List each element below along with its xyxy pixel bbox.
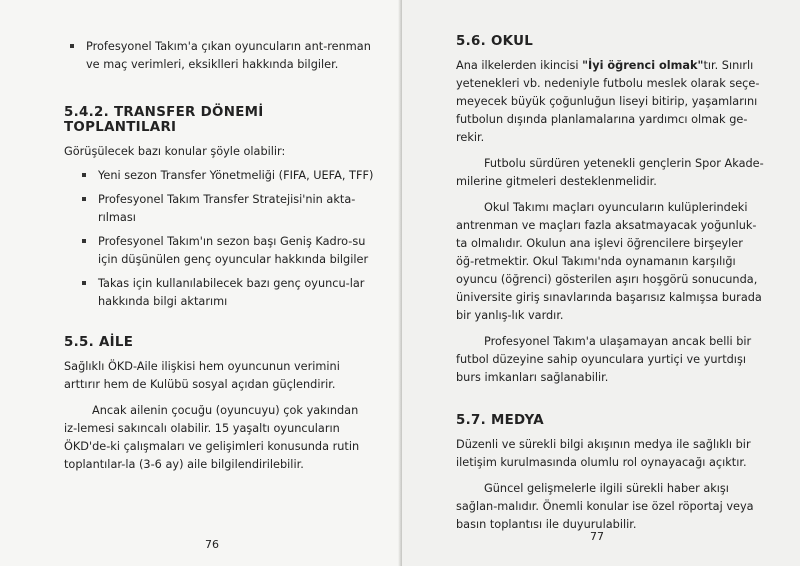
section-heading-5-4-2: 5.4.2. TRANSFER DÖNEMİ TOPLANTILARI: [64, 105, 264, 135]
paragraph-text: Ana ilkelerden ikincisi: [456, 59, 583, 72]
list-item: [76, 275, 374, 311]
list-item-text: Profesyonel Takım Transfer Stratejisi'nin akta-rılması: [98, 193, 356, 224]
paragraph: Ancak ailenin çocuğu (oyuncuyu) çok yakından iz-lemesi sakıncalı olabilir. 15 yaşaltı oyuncuların ÖKD'de-ki çalışmaları ve gelişimleri konusunda rutin toplantılar-la (3-6 ay) aile bilgilendirilebilir.: [64, 404, 360, 471]
section-heading-5-7: 5.7. MEDYA: [456, 413, 544, 428]
list-item-text: Yeni sezon Transfer Yönetmeliği (FIFA, UEFA, TFF): [98, 169, 374, 182]
page-number: 76: [205, 538, 219, 551]
paragraph: Profesyonel Takım'a ulaşamayan ancak belli bir futbol düzeyine sahip oyunculara yurtiçi ve yurtdışı burs imkanları sağlanabilir.: [456, 335, 752, 384]
paragraph: Güncel gelişmelerle ilgili sürekli haber akışı sağlan-malıdır. Önemli konular ise özel röportaj veya basın toplantısı ile duyurulabilir.: [456, 482, 754, 531]
paragraph-text: tır. Sınırlı yetenekleri vb. nedeniyle futbolu meslek olarak seçe-meyecek büyük çoğunluğun liseyi bitirip, yaşamlarını futbolun dışında planlamalarına yardımcı olmak ge-rekir.: [456, 59, 760, 144]
paragraph: Futbolu sürdüren yetenekli gençlerin Spor Akade-milerine gitmeleri desteklenmelidir.: [456, 157, 764, 188]
bullet-icon: [70, 44, 74, 48]
bullet-item: [64, 38, 374, 74]
bullet-icon: [82, 281, 86, 285]
list-item: [76, 233, 374, 269]
list-item-text: Takas için kullanılabilecek bazı genç oyuncu-lar hakkında bilgi aktarımı: [98, 277, 365, 308]
bullet-text: Profesyonel Takım'a çıkan oyuncuların ant-renman ve maç verimleri, eksiklleri hakkında bilgiler.: [86, 40, 371, 71]
page-number: 77: [590, 530, 604, 543]
right-page: [402, 0, 800, 566]
intro-text: Görüşülecek bazı konular şöyle olabilir:: [64, 145, 286, 158]
list-item-text: Profesyonel Takım'ın sezon başı Geniş Kadro-su için düşünülen genç oyuncular hakkında bilgiler: [98, 235, 369, 266]
bullet-icon: [82, 239, 86, 243]
paragraph: Okul Takımı maçları oyuncuların kulüplerindeki antrenman ve maçları fazla aksatmayacak yoğunluk-ta olmalıdır. Okulun ana işlevi öğrencilere birşeyler öğ-retmektir. Okul Takımı'nda oynamanın karşılığı oyuncu (öğrenci) gösterilen aşırı hoşgörü sonucunda, üniversite giriş sınavlarında başarısız kalmışsa burada bir yanlış-lık vardır.: [456, 201, 762, 322]
bullet-icon: [82, 173, 86, 177]
transfer-topics-list: [64, 167, 374, 311]
list-item: [76, 191, 374, 227]
list-item: [76, 167, 374, 185]
emphasis-text: "İyi öğrenci olmak": [582, 59, 704, 72]
bullet-icon: [82, 197, 86, 201]
paragraph: [456, 57, 764, 147]
paragraph: Sağlıklı ÖKD-Aile ilişkisi hem oyuncunun verimini arttırır hem de Kulübü sosyal açıdan güçlendirir.: [64, 360, 340, 391]
paragraph: Düzenli ve sürekli bilgi akışının medya ile sağlıklı bir iletişim kurulmasında olumlu rol oynayacağı açıktır.: [456, 438, 751, 469]
section-heading-5-6: 5.6. OKUL: [456, 34, 534, 49]
section-heading-5-5: 5.5. AİLE: [64, 335, 134, 350]
